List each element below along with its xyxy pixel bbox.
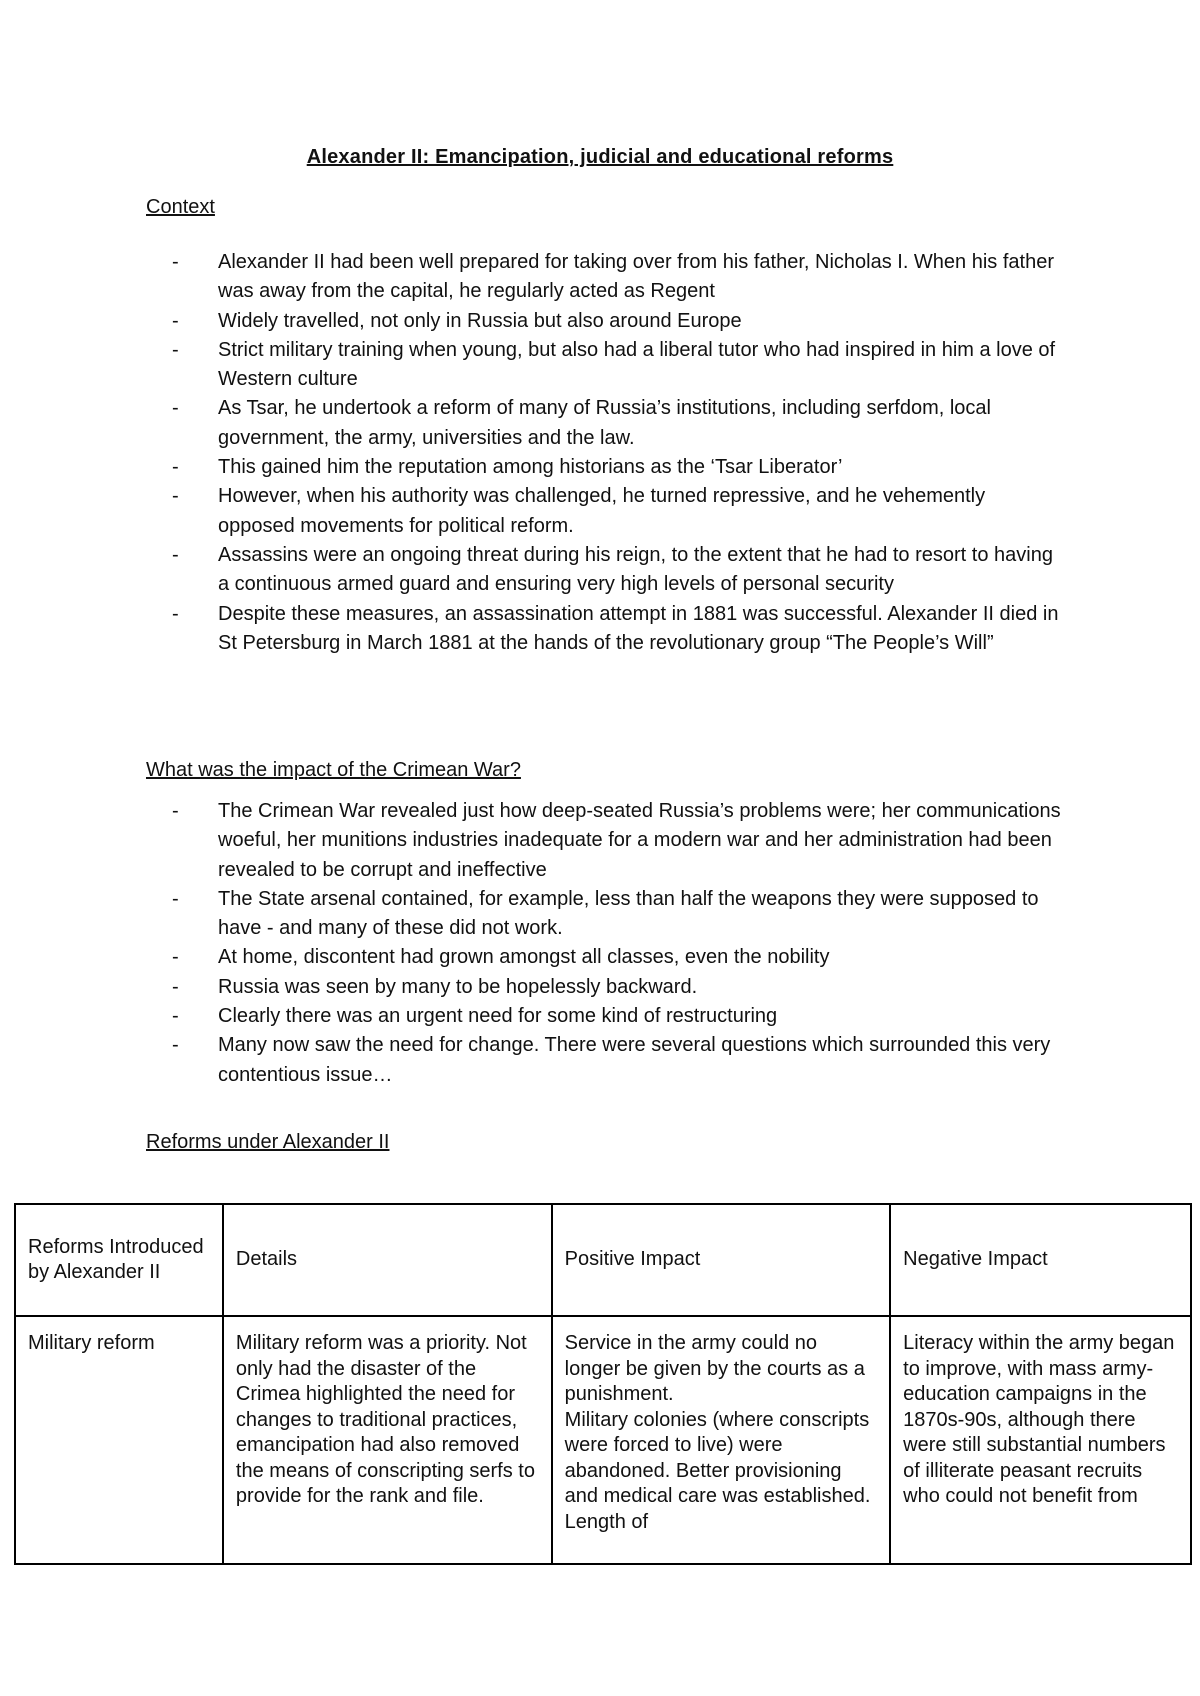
list-item: - Assassins were an ongoing threat during his reign, to the extent that he had to resort to having a continuous armed guard and ensuring very high levels of personal security bbox=[146, 541, 1066, 600]
reforms-heading: Reforms under Alexander II bbox=[146, 1131, 390, 1153]
table-header-cell: Details bbox=[223, 1204, 552, 1316]
list-item: - Clearly there was an urgent need for some kind of restructuring bbox=[146, 1002, 1066, 1031]
bullet-dash: - bbox=[172, 397, 179, 420]
list-item: - As Tsar, he undertook a reform of many of Russia’s institutions, including serfdom, local government, the army, universities and the law. bbox=[146, 394, 1066, 453]
table-cell: Military reform bbox=[15, 1316, 223, 1564]
bullet-dash: - bbox=[172, 338, 179, 361]
list-item: - Despite these measures, an assassination attempt in 1881 was successful. Alexander II died in St Petersburg in March 1881 at the hands of the revolutionary group “The People’s Will” bbox=[146, 600, 1066, 659]
table-cell: Military reform was a priority. Not only had the disaster of the Crimea highlighted the need for changes to traditional practices, emancipation had also removed the means of conscripting serfs to provide for the rank and file. bbox=[223, 1316, 552, 1564]
crimean-heading: What was the impact of the Crimean War? bbox=[146, 759, 521, 781]
list-item: - Strict military training when young, but also had a liberal tutor who had inspired in him a love of Western culture bbox=[146, 336, 1066, 395]
reforms-table bbox=[14, 1203, 1192, 1565]
table-cell: Service in the army could no longer be given by the courts as a punishment. Military colonies (where conscripts were forced to live) were abandoned. Better provisioning and medical care was established. Length of bbox=[552, 1316, 891, 1564]
list-item: - Alexander II had been well prepared for taking over from his father, Nicholas I. When his father was away from the capital, he regularly acted as Regent bbox=[146, 248, 1066, 307]
bullet-dash: - bbox=[172, 1034, 179, 1057]
context-heading: Context bbox=[146, 196, 215, 218]
table-row bbox=[15, 1316, 1191, 1564]
list-item: - Widely travelled, not only in Russia but also around Europe bbox=[146, 307, 1066, 336]
list-item: - Many now saw the need for change. There were several questions which surrounded this very contentious issue… bbox=[146, 1031, 1066, 1090]
list-item: - At home, discontent had grown amongst all classes, even the nobility bbox=[146, 943, 1066, 972]
table-header-cell: Reforms Introduced by Alexander II bbox=[15, 1204, 223, 1316]
table-cell: Literacy within the army began to improve, with mass army-education campaigns in the 1870s-90s, although there were still substantial numbers of illiterate peasant recruits who could not benefit from bbox=[890, 1316, 1191, 1564]
bullet-dash: - bbox=[172, 1005, 179, 1028]
bullet-dash: - bbox=[172, 456, 179, 479]
list-item: - This gained him the reputation among historians as the ‘Tsar Liberator’ bbox=[146, 453, 1066, 482]
table-header-cell: Negative Impact bbox=[890, 1204, 1191, 1316]
bullet-dash: - bbox=[172, 946, 179, 969]
bullet-dash: - bbox=[172, 309, 179, 332]
list-item: - The State arsenal contained, for example, less than half the weapons they were supposed to have - and many of these did not work. bbox=[146, 885, 1066, 944]
page-title: Alexander II: Emancipation, judicial and educational reforms bbox=[306, 146, 894, 168]
bullet-dash: - bbox=[172, 800, 179, 822]
bullet-dash: - bbox=[172, 251, 179, 273]
list-item: - Russia was seen by many to be hopelessly backward. bbox=[146, 973, 1066, 1002]
bullet-dash: - bbox=[172, 485, 179, 508]
table-header-row bbox=[15, 1204, 1191, 1316]
list-item: - However, when his authority was challenged, he turned repressive, and he vehemently opposed movements for political reform. bbox=[146, 482, 1066, 541]
bullet-dash: - bbox=[172, 602, 179, 625]
crimean-bullet-list bbox=[146, 797, 1066, 1090]
context-bullet-list bbox=[146, 248, 1066, 658]
bullet-dash: - bbox=[172, 887, 179, 910]
bullet-dash: - bbox=[172, 975, 179, 998]
table-header-cell: Positive Impact bbox=[552, 1204, 891, 1316]
list-item: - The Crimean War revealed just how deep-seated Russia’s problems were; her communications woeful, her munitions industries inadequate for a modern war and her administration had been revealed to be corrupt and ineffective bbox=[146, 797, 1066, 885]
bullet-dash: - bbox=[172, 543, 179, 566]
